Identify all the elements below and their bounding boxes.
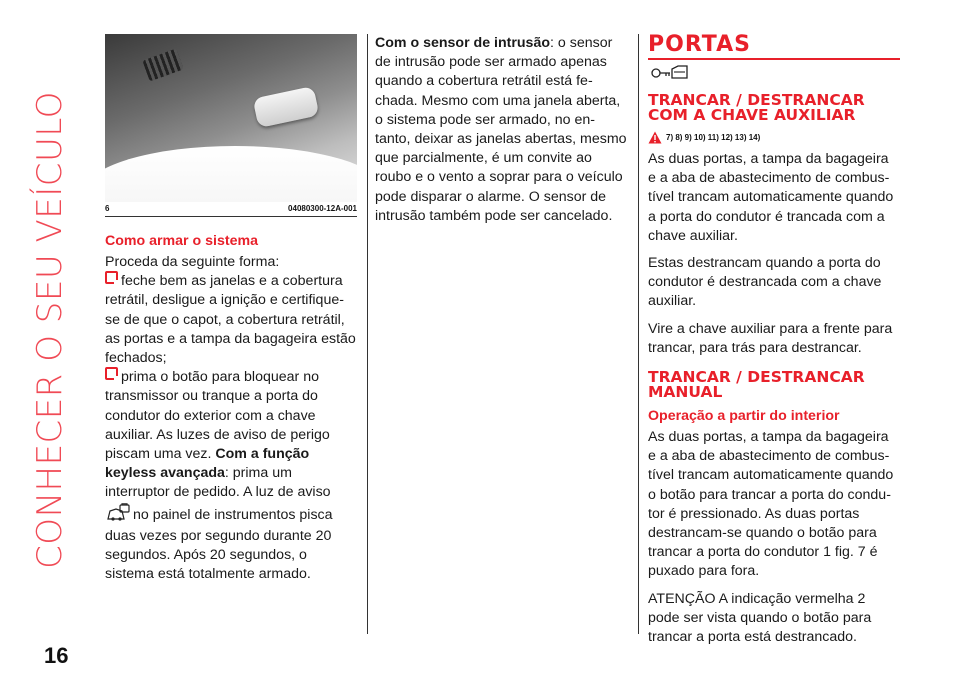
bold-text: Com a função keyless avançada [105,446,310,482]
security-warning-light-icon [105,503,131,527]
column-divider [367,34,368,634]
bullet-item [105,368,357,584]
paragraph: Estas destrancam quando a porta do condutor é destrancada com a chave auxiliar. [648,255,882,310]
section-title: TRANCAR / DESTRANCAR COM A CHAVE AUXILIAR [648,91,865,124]
column-3 [648,34,900,655]
paragraph: Vire a chave auxiliar para a frente para trancar, para trás para destrancar. [648,320,893,356]
door-key-icon [650,64,900,85]
bold-text: Com o sensor de intrusão [375,35,551,51]
speaker-grille [142,49,183,82]
bullet-text: prima o botão para bloquear no transmissor ou tranque a porta do condutor do exterior com a chave auxiliar. As luzes de aviso de perigo piscam uma vez. [105,369,330,463]
section-title: TRANCAR / DESTRANCAR MANUAL [648,368,865,402]
column-2 [375,34,629,234]
bullet-icon [105,271,118,284]
bullet-text: feche bem as janelas e a cobertura retrátil, desligue a ignição e certifique-se de que o capot, a cobertura retrátil, as portas e a tampa da bagageira estão fechados; [105,273,356,367]
warning-triangle-icon [648,131,662,144]
page-number: 16 [44,643,69,668]
paragraph: As duas portas, a tampa da bagageira e a aba de abastecimento de combus-tível trancam automaticamente quando o botão para trancar a porta do condu-tor é pressionado. As duas portas destrancam-se quando o botão para trancar a porta do condutor 1 fig. 7 é puxado para fora. [648,429,894,580]
bullet-text: no painel de instrumentos pisca duas vezes por segundo durante 20 segundos. Após 20 segundos, o sistema está totalmente armado. [105,506,333,583]
paragraph: As duas portas, a tampa da bagageira e a aba de abastecimento de combus-tível trancam automaticamente quando a porta do condutor é trancada com a chave auxiliar. [648,151,894,244]
figure-caption [105,202,357,217]
chapter-heading: PORTAS [648,32,751,57]
chapter-side-title-text: CONHECER O SEU VEÍCULO [30,91,70,569]
reference-numbers: 7) 8) 9) 10) 11) 12) 13) 14) [666,133,761,142]
figure-photo [105,34,357,202]
bullet-text: : prima um interruptor de pedido. A luz de aviso [105,465,331,501]
subsection-heading: Operação a partir do interior [648,408,840,425]
intrusion-sensor-text [375,34,629,226]
figure-number: 6 [105,204,110,213]
intro-text: Proceda da seguinte forma: [105,254,280,270]
body-text: : o sensor de intrusão pode ser armado apenas quando a cobertura retrátil está fe-chada. Mesmo com uma janela aberta, o sistema pode ser armado, no en-tanto, deixar as janelas abertas, mesmo que parcialmente, é um convite ao roubo e o vento a soprar para o veículo pode disparar o alarme. O sensor de intrusão também pode ser cancelado. [375,35,627,224]
interior-lamp [253,86,320,128]
windshield [105,146,357,202]
section-heading: Como armar o sistema [105,233,258,249]
warning-references [648,131,900,144]
paragraph: ATENÇÃO A indicação vermelha 2 pode ser vista quando o botão para trancar a porta está destrancado. [648,590,872,646]
heading-rule [648,58,900,60]
bullet-item [105,272,357,368]
bullet-icon [105,367,118,380]
column-divider [638,34,639,634]
figure-code: 04080300-12A-001 [288,204,357,213]
column-1 [105,34,357,592]
